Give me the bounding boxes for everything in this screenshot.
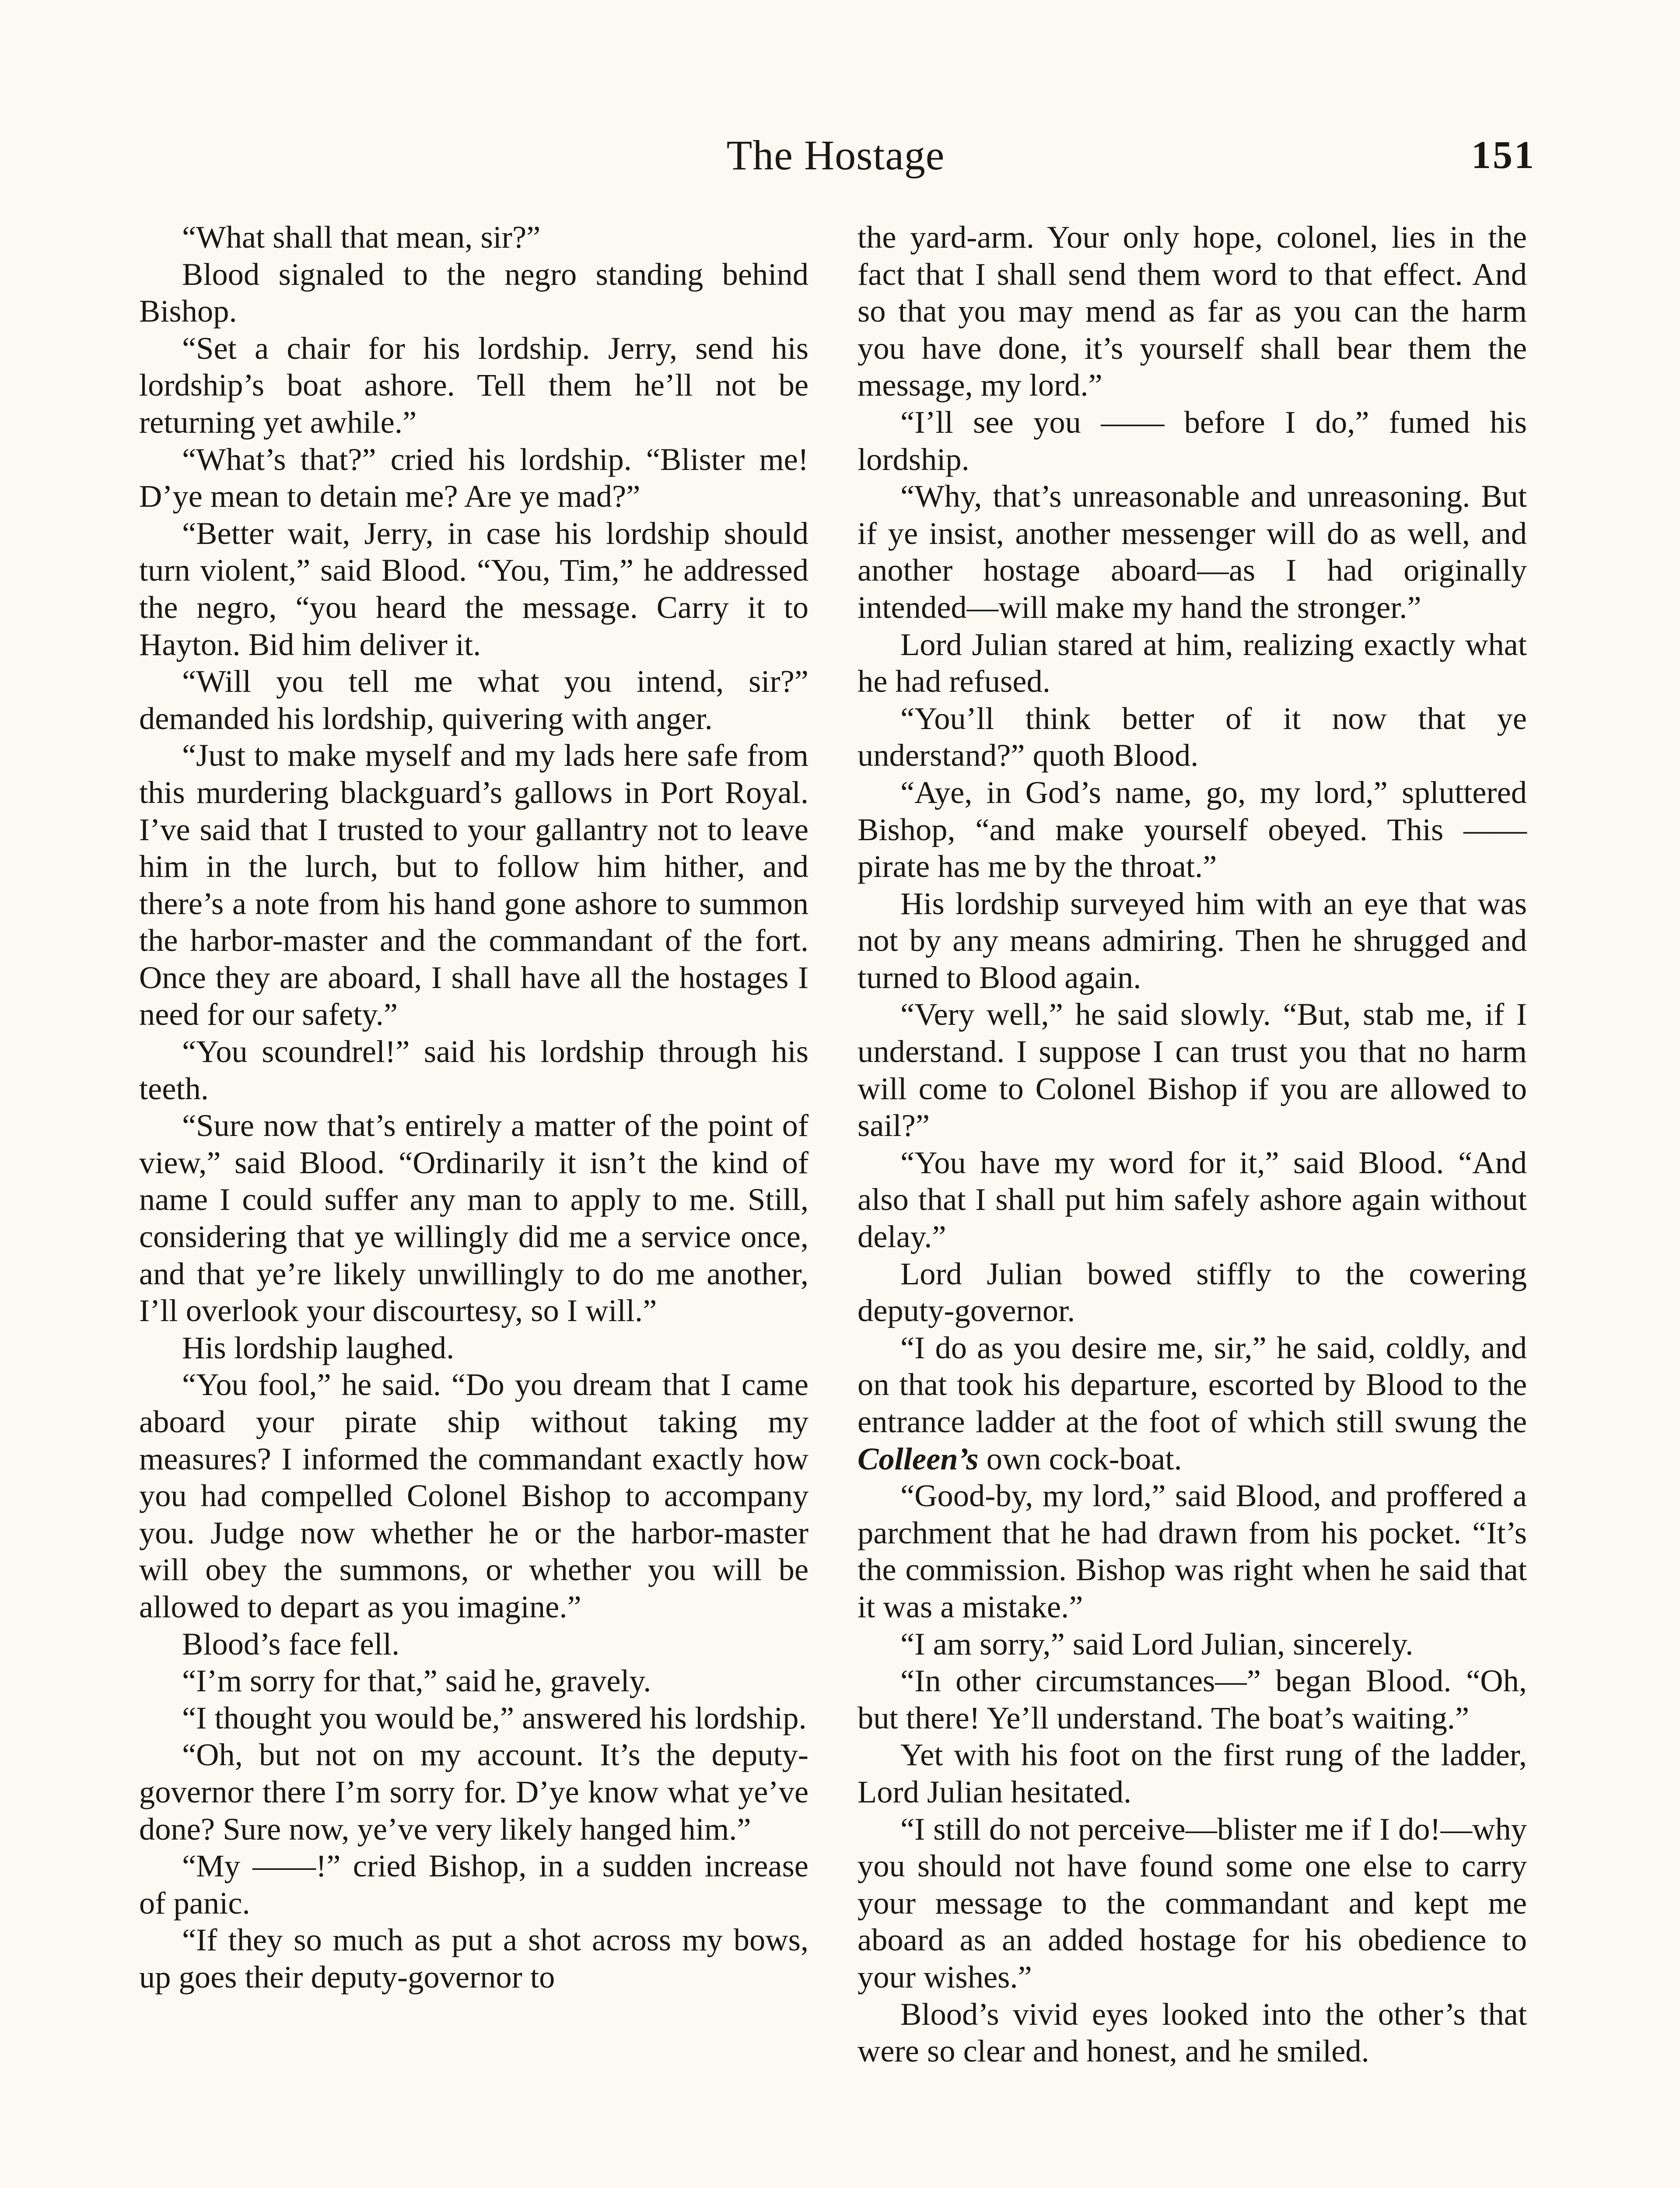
paragraph: “Better wait, Jerry, in case his lordship should turn violent,” said Blood. “You, Tim,” he addressed the negro, “you heard the message. Carry it to Hayton. Bid him deliver it. [139,515,808,662]
paragraph: His lordship surveyed him with an eye that was not by any means admiring. Then he shrugged and turned to Blood again. [858,885,1527,995]
page-header [136,127,1536,184]
paragraph: “In other circumstances—” began Blood. “Oh, but there! Ye’ll understand. The boat’s waiting.” [858,1663,1527,1736]
paragraph: “Sure now that’s entirely a matter of the point of view,” said Blood. “Ordinarily it isn’t the kind of name I could suffer any man to apply to me. Still, considering that ye willingly did me a service once, and that ye’re likely unwillingly to do me another, I’ll overlook your discourtesy, so I will.” [139,1108,808,1329]
left-text-column [139,219,808,1996]
paragraph: “My ——!” cried Bishop, in a sudden increase of panic. [139,1848,808,1921]
paragraph: “I’m sorry for that,” said he, gravely. [182,1663,651,1699]
paragraph: “I’ll see you —— before I do,” fumed his lordship. [858,404,1527,477]
paragraph: “Aye, in God’s name, go, my lord,” spluttered Bishop, “and make yourself obeyed. This —— pirate has me by the throat.” [858,774,1527,884]
right-text-column [858,219,1527,2070]
paragraph: Lord Julian stared at him, realizing exactly what he had refused. [858,626,1527,699]
paragraph: Lord Julian bowed stiffly to the cowering deputy-governor. [858,1255,1527,1329]
paragraph: “Will you tell me what you intend, sir?” demanded his lordship, quivering with anger. [139,663,808,736]
paragraph: “You fool,” he said. “Do you dream that I came aboard your pirate ship without taking my measures? I informed the commandant exactly how you had compelled Colonel Bishop to accompany you. Judge now whether he or the harbor-master will obey the summons, or whether you will be allowed to depart as you imagine.” [139,1367,808,1624]
paragraph: “You’ll think better of it now that ye understand?” quoth Blood. [858,700,1527,773]
paragraph: Yet with his foot on the first rung of the ladder, Lord Julian hesitated. [858,1737,1527,1809]
paragraph: “Good-by, my lord,” said Blood, and proffered a parchment that he had drawn from his pocket. “It’s the commission. Bishop was right when he said that it was a mistake.” [858,1478,1527,1624]
paragraph: “I still do not perceive—blister me if I do!—why you should not have found some one else to carry your message to the commandant and kept me aboard as an added hostage for his obedience to your wishes.” [858,1811,1527,1995]
paragraph: “What shall that mean, sir?” [182,219,541,255]
paragraph: Blood’s vivid eyes looked into the other’s that were so clear and honest, and he smiled. [858,1996,1527,2069]
paragraph: “I am sorry,” said Lord Julian, sincerely. [900,1626,1414,1662]
paragraph: Blood’s face fell. [182,1626,400,1662]
paragraph: “You have my word for it,” said Blood. “And also that I shall put him safely ashore again without delay.” [858,1144,1527,1255]
paragraph: His lordship laughed. [182,1329,455,1365]
paragraph: “Set a chair for his lordship. Jerry, send his lordship’s boat ashore. Tell them he’ll not be returning yet awhile.” [139,330,808,440]
paragraph: “I do as you desire me, sir,” he said, coldly, and on that took his departure, escorted by Blood to the entrance ladder at the foot of which still swung the Colleen’s own cock-boat. [858,1329,1527,1476]
paragraph: “I thought you would be,” answered his lordship. [182,1700,807,1736]
paragraph: the yard-arm. Your only hope, colonel, lies in the fact that I shall send them word to that effect. And so that you may mend as far as you can the harm you have done, it’s yourself shall bear them the message, my lord.” [858,219,1527,403]
paragraph: “Why, that’s unreasonable and unreasoning. But if ye insist, another messenger will do as well, and another hostage aboard—as I had originally intended—will make my hand the stronger.” [858,478,1527,625]
paragraph: Blood signaled to the negro standing behind Bishop. [139,256,808,329]
paragraph: “Just to make myself and my lads here safe from this murdering blackguard’s gallows in Port Royal. I’ve said that I trusted to your gallantry not to leave him in the lurch, but to follow him hither, and there’s a note from his hand gone ashore to summon the harbor-master and the commandant of the fort. Once they are aboard, I shall have all the hostages I need for our safety.” [139,737,808,1032]
paragraph: “Very well,” he said slowly. “But, stab me, if I understand. I suppose I can trust you that no harm will come to Colonel Bishop if you are allowed to sail?” [858,996,1527,1143]
page-number: 151 [1471,133,1536,177]
paragraph: “You scoundrel!” said his lordship through his teeth. [139,1034,808,1106]
running-title: The Hostage [726,132,945,179]
paragraph: “What’s that?” cried his lordship. “Blister me! D’ye mean to detain me? Are ye mad?” [139,441,808,514]
ship-name: Colleen’s [858,1441,979,1476]
paragraph: “If they so much as put a shot across my bows, up goes their deputy-governor to [139,1922,808,1995]
paragraph: “Oh, but not on my account. It’s the deputy-governor there I’m sorry for. D’ye know what ye’ve done? Sure now, ye’ve very likely hanged him.” [139,1737,808,1847]
